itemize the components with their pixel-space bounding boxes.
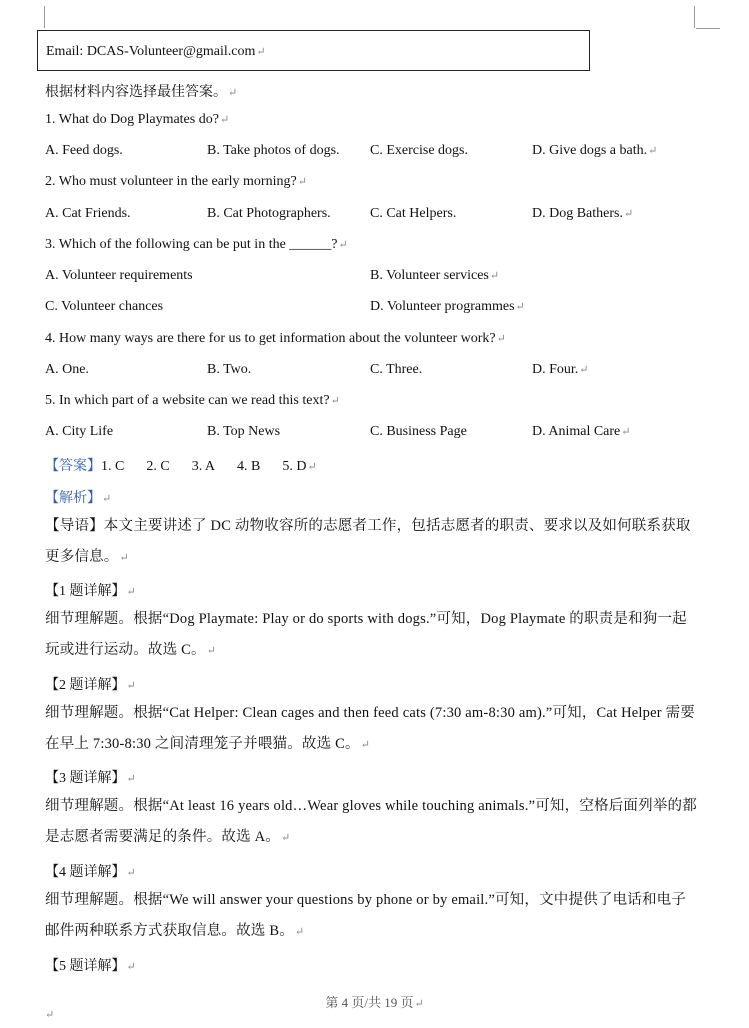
option-c: C. Cat Helpers.: [370, 206, 457, 221]
crop-mark-top-right: [694, 6, 695, 28]
analysis-label: 【解析】↵: [45, 491, 112, 506]
email-text: Email: DCAS-Volunteer@gmail.com↵: [46, 44, 266, 59]
answer-item: 4. B: [237, 459, 261, 474]
option-c: C. Volunteer chances: [45, 299, 164, 314]
answer-item: 5. D: [282, 459, 307, 474]
option-c: C. Business Page: [370, 424, 467, 439]
option-d: D. Four.↵: [532, 362, 589, 377]
detail-1-title: 【1 题详解】↵: [45, 584, 136, 599]
option-c: C. Exercise dogs.: [370, 143, 468, 158]
answer-item: 2. C: [146, 459, 170, 474]
detail-4-title: 【4 题详解】↵: [45, 865, 136, 880]
option-a: A. Feed dogs.: [45, 143, 123, 158]
question-5-stem: 5. In which part of a website can we read this text?↵: [45, 393, 340, 408]
detail-5-title: 【5 题详解】↵: [45, 959, 136, 974]
question-3-options-row-1: [45, 268, 705, 288]
option-b: B. Top News: [207, 424, 281, 439]
paragraph-mark: ↵: [45, 1009, 55, 1021]
question-4-stem: 4. How many ways are there for us to get information about the volunteer work?↵: [45, 331, 506, 346]
option-d: D. Animal Care↵: [532, 424, 631, 439]
detail-2-text: 细节理解题。根据“Cat Helper: Clean cages and then feed cats (7:30 am-8:30 am).”可知，Cat Helper 需要在早上 7:30-8:30 之间清理笼子并喂猫。故选 C。↵: [45, 705, 695, 752]
question-3-options-row-2: [45, 299, 705, 319]
option-d: D. Volunteer programmes↵: [370, 299, 525, 314]
option-d: D. Give dogs a bath.↵: [532, 143, 658, 158]
option-a: A. Volunteer requirements: [45, 268, 193, 283]
question-5-options: [45, 424, 705, 444]
crop-mark-top-left: [44, 6, 45, 28]
option-d: D. Dog Bathers.↵: [532, 206, 634, 221]
detail-1-text: 细节理解题。根据“Dog Playmate: Play or do sports with dogs.”可知，Dog Playmate 的职责是和狗一起玩或进行运动。故选 C。↵: [45, 611, 687, 658]
answer-label: 【答案】: [45, 459, 101, 474]
crop-mark-right-horizontal: [696, 28, 720, 29]
answer-key: 【答案】1. C 2. C 3. A 4. B 5. D↵: [45, 459, 317, 474]
question-3-stem: 3. Which of the following can be put in the ______?↵: [45, 237, 348, 252]
detail-3-title: 【3 题详解】↵: [45, 771, 136, 786]
guide-paragraph: 【导语】本文主要讲述了 DC 动物收容所的志愿者工作，包括志愿者的职责、要求以及如何联系获取更多信息。↵: [45, 518, 691, 565]
option-b: B. Two.: [207, 362, 252, 377]
email-box: [37, 30, 590, 71]
option-b: B. Take photos of dogs.: [207, 143, 340, 158]
answer-item: 1. C: [101, 459, 125, 474]
option-b: B. Cat Photographers.: [207, 206, 331, 221]
detail-2-title: 【2 题详解】↵: [45, 678, 136, 693]
question-1-options: [45, 143, 705, 163]
question-4-options: [45, 362, 705, 382]
instruction: 根据材料内容选择最佳答案。↵: [45, 85, 238, 100]
option-a: A. One.: [45, 362, 89, 377]
option-a: A. City Life: [45, 424, 114, 439]
question-2-stem: 2. Who must volunteer in the early morning?↵: [45, 174, 307, 189]
detail-4-text: 细节理解题。根据“We will answer your questions by phone or by email.”可知，文中提供了电话和电子邮件两种联系方式获取信息。故选 B。↵: [45, 892, 687, 939]
detail-3-text: 细节理解题。根据“At least 16 years old…Wear gloves while touching animals.”可知，空格后面列举的都是志愿者需要满足的条件。故选 A。↵: [45, 798, 697, 845]
option-b: B. Volunteer services↵: [370, 268, 500, 283]
option-a: A. Cat Friends.: [45, 206, 131, 221]
page-footer: 第 4 页/共 19 页↵: [325, 995, 424, 1010]
question-2-options: [45, 206, 705, 226]
question-1-stem: 1. What do Dog Playmates do?↵: [45, 112, 230, 127]
answer-item: 3. A: [191, 459, 216, 474]
option-c: C. Three.: [370, 362, 423, 377]
